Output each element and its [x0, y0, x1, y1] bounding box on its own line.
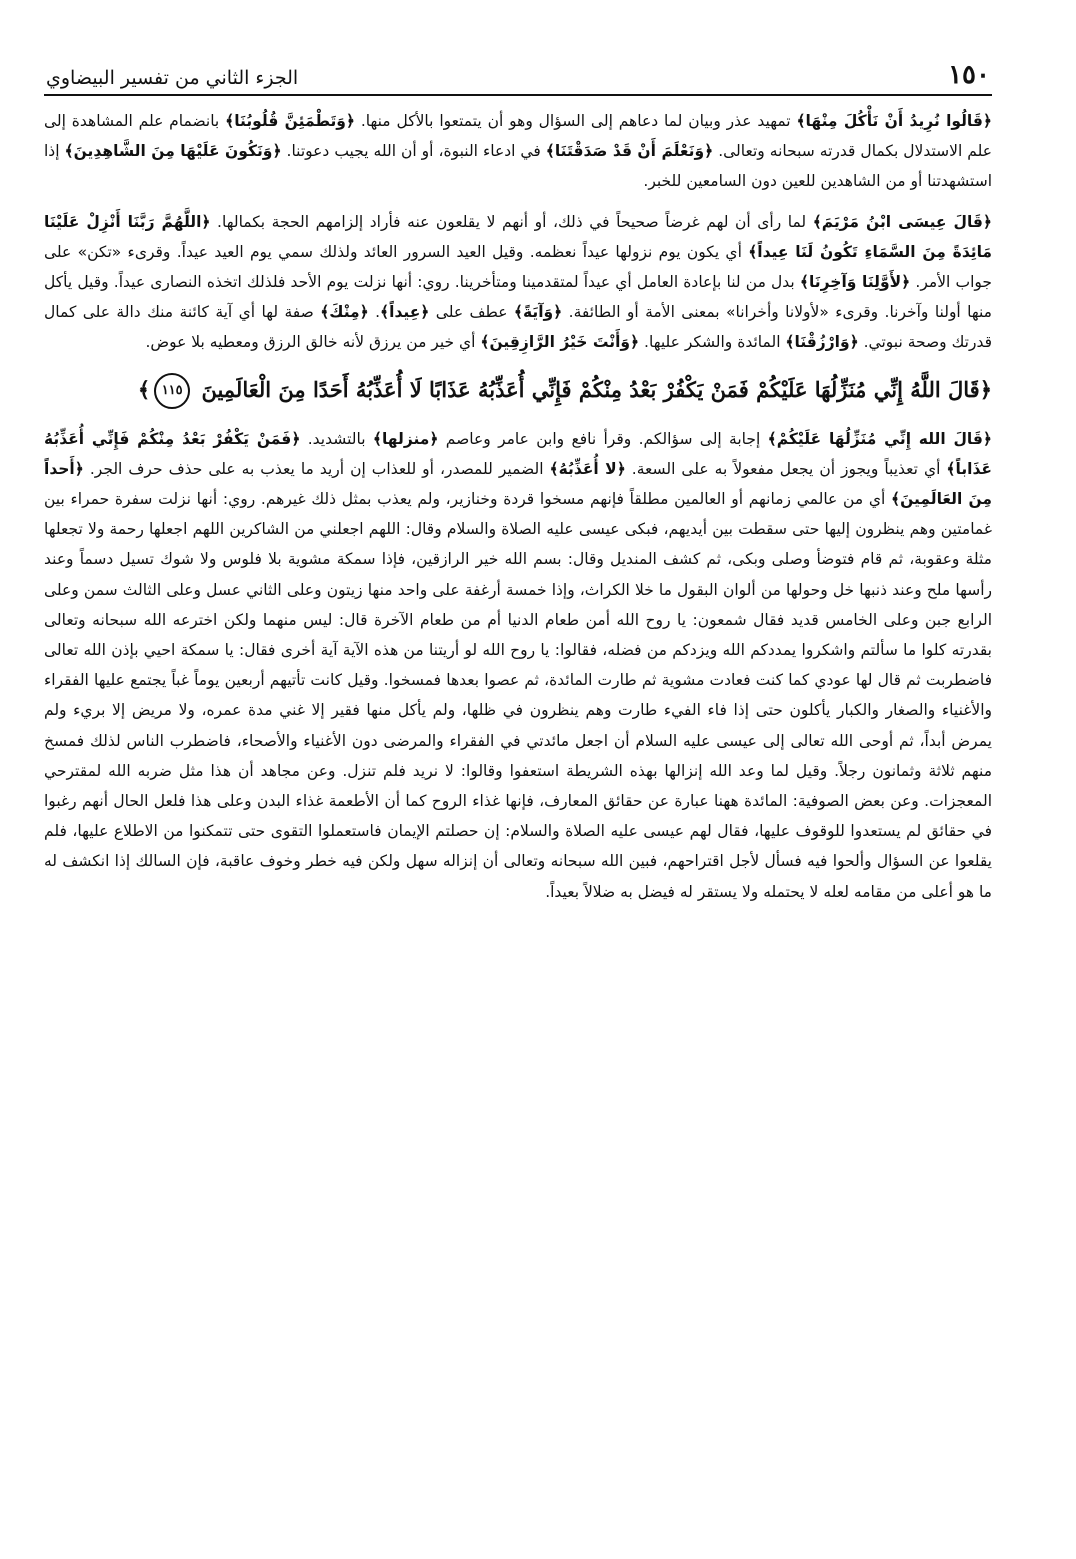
- commentary-text: بالتشديد.: [300, 429, 373, 448]
- commentary-paragraph-1: [44, 106, 992, 197]
- quran-quote: ﴿لأَوَّلِنَا وَآخِرِنَا﴾: [799, 273, 911, 292]
- commentary-text: الضمير للمصدر، أو للعذاب إن أريد ما يعذب به على حذف حرف الجر.: [83, 459, 550, 478]
- commentary-body: [44, 106, 992, 907]
- commentary-text: إذا استشهدتنا أو من الشاهدين للعين دون السامعين للخبر.: [44, 142, 992, 191]
- commentary-paragraph-2: [44, 207, 992, 358]
- commentary-text: أي من عالمي زمانهم أو العالمين مطلقاً فإنهم مسخوا قردة وخنازير، ولم يعذب بمثل ذلك غيرهم. روي: أنها نزلت سفرة حمراء بين غمامتين وهم ينظرون إليها حتى سقطت بين أيديهم، فبكى عيسى عليه الصلاة والسلام وقال: اللهم اجعلني من الشاكرين اللهم اجعلها رحمة ولا تجعلها مثلة وعقوبة، ثم قام فتوضأ وصلى وبكى، ثم كشف المنديل وقال: بسم الله خير الرازقين، فإذا سمكة مشوية بلا فلوس ولا شوك تسيل دسماً وعند رأسها ملح وعند ذنبها خل وحولها من ألوان البقول ما خلا الكراث، وإذا خمسة أرغفة على واحد منها زيتون وعلى الثاني عسل وعلى الثالث سمن وعلى الرابع جبن وعلى الخامس قديد فقال شمعون: يا روح الله أمن طعام الدنيا أم من طعام الآخرة قال: ليس منهما ولكن اخترعه الله سبحانه وتعالى بقدرته كلوا ما سألتم واشكروا يمددكم الله ويزدكم من فضله، فقالوا: يا روح الله لو أريتنا من هذه الآية آية أخرى فقال: يا سمكة احيي بإذن الله تعالى فاضطربت ثم قال لها عودي كما كنت فعادت مشوية ثم طارت المائدة، ثم عصوا بعدها فمسخوا. وقيل كانت تأتيهم أربعين يوماً غباً يجتمع عليها الفقراء والأغنياء والصغار والكبار يأكلون حتى إذا فاء الفيء طارت وهم ينظرون في ظلها، ولم يأكل منها فقير إلا غني مدة عمره، ولا مريض إلا بريء ولم يمرض أبداً، ثم أوحى الله تعالى إلى عيسى عليه السلام أن اجعل مائدتي في الفقراء والمرضى دون الأغنياء والأصحاء، فاضطرب الناس لذلك فمسخ منهم ثلاثة وثمانون رجلاً. وقيل لما وعد الله إنزالها بهذه الشريطة استعفوا وقالوا: لا نريد فلم تنزل. وعن مجاهد أن هذا مثل ضربه الله لمقترحي المعجزات. وعن بعض الصوفية: المائدة ههنا عبارة عن حقائق المعارف، فإنها غذاء الروح كما أن الأطعمة غذاء البدن وعلى هذا فلعل الحال أنهم رغبوا في حقائق لم يستعدوا للوقوف عليها، فقال لهم عيسى عليه الصلاة والسلام: إن حصلتم الإيمان فاستعملوا التقوى حتى تتمكنوا من الاطلاع عليها، فلم يقلعوا عن السؤال وألحوا فيه فسأل لأجل اقتراحهم، فبين الله سبحانه وتعالى أن إنزاله سهل ولكن فيه خطر وخوف عاقبة، فإن السالك إذا انكشف له ما هو أعلى من مقامه لعله لا يحتمله ولا يستقر له فيضل به ضلالاً بعيداً.: [44, 490, 992, 901]
- document-page: [44, 48, 992, 917]
- running-title: الجزء الثاني من تفسير البيضاوي: [46, 67, 299, 89]
- quran-quote: ﴿منزلها﴾: [372, 429, 439, 448]
- quran-quote: ﴿وَارْزُقْنَا﴾: [785, 333, 859, 352]
- verse-closing-bracket: ﴾: [137, 376, 151, 402]
- quran-verse-text: ﴿قَالَ اللَّهُ إِنِّي مُنَزِّلُهَا عَلَيْكُمْ فَمَنْ يَكْفُرْ بَعْدُ مِنْكُمْ فَإِنِّي أُعَذِّبُهُ عَذَابًا لَا أُعَذِّبُهُ أَحَدًا مِنَ الْعَالَمِينَ: [201, 376, 992, 402]
- quran-quote: ﴿وَأَنْتَ خَيْرُ الرَّازِقِينَ﴾: [480, 333, 640, 352]
- commentary-text: بانضمام علم المشاهدة إلى علم الاستدلال بكمال قدرته سبحانه وتعالى.: [44, 112, 992, 161]
- commentary-text: في ادعاء النبوة، أو أن الله يجيب دعوتنا.: [281, 142, 546, 161]
- quran-quote: ﴿عِيداً﴾: [380, 303, 430, 322]
- commentary-paragraph-3: [44, 424, 992, 907]
- quran-quote: ﴿وَنَكُونَ عَلَيْهَا مِنَ الشَّاهِدِينَ﴾: [64, 142, 282, 161]
- commentary-text: تمهيد عذر وبيان لما دعاهم إلى السؤال وهو أن يتمتعوا بالأكل منها.: [354, 112, 797, 130]
- quran-quote: ﴿اللَّهُمَّ رَبَّنَا أَنْزِلْ عَلَيْنَا مَائِدَةً مِنَ السَّمَاءِ تَكُونُ لَنَا عِيداً﴾: [44, 212, 993, 261]
- quran-quote: ﴿لا أُعَذِّبُهُ﴾: [549, 459, 626, 478]
- quran-quote: ﴿وَتَطْمَئِنَّ قُلُوبُنَا﴾: [225, 112, 355, 130]
- commentary-text: أي تعذيباً ويجوز أن يجعل مفعولاً به على السعة.: [625, 459, 947, 478]
- commentary-text: إجابة إلى سؤالكم. وقرأ نافع وابن عامر وعاصم: [438, 429, 768, 448]
- quran-quote: ﴿فَمَنْ يَكْفُرْ بَعْدُ مِنْكُمْ فَإِنِّي أُعَذِّبُهُ عَذَاباً﴾: [44, 429, 992, 478]
- ayah-number-marker: [154, 373, 190, 409]
- quran-quote: ﴿مِنْكَ﴾: [320, 303, 369, 322]
- quran-quote: ﴿أَحداً مِنَ العَالَمِينَ﴾: [44, 459, 993, 509]
- commentary-text: عطف على: [429, 303, 514, 322]
- commentary-text: أي خير من يرزق لأنه خالق الرزق ومعطيه بلا عوض.: [145, 333, 481, 352]
- ayah-number: ١١٥: [161, 383, 183, 399]
- quran-quote: ﴿قَالَ الله إِنِّي مُنَزِّلُهَا عَلَيْكُمْ﴾: [767, 429, 992, 448]
- quran-quote: ﴿قَالُوا نُرِيدُ أَنْ نَأْكُلَ مِنْهَا﴾: [796, 112, 992, 130]
- page-header: [44, 48, 992, 96]
- quran-quote: ﴿وَآيَةً﴾: [513, 303, 563, 322]
- commentary-text: أي يكون يوم نزولها عيداً نعظمه. وقيل العيد السرور العائد ولذلك سمي يوم العيد عيداً. وقرىء «تكن» على جواب الأمر.: [44, 242, 992, 292]
- commentary-text: صفة لها أي آية كائنة منك دالة على كمال قدرتك وصحة نبوتي.: [44, 303, 992, 352]
- quran-verse-block: [44, 368, 992, 412]
- quran-quote: ﴿وَنَعْلَمَ أَنْ قَدْ صَدَقْتَنَا﴾: [545, 142, 714, 161]
- commentary-text: المائدة والشكر عليها.: [639, 333, 786, 352]
- commentary-text: .: [368, 303, 381, 322]
- commentary-text: لما رأى أن لهم غرضاً صحيحاً في ذلك، أو أنهم لا يقلعون عنه فأراد إلزامهم الحجة بكمالها.: [210, 212, 813, 231]
- quran-quote: ﴿قَالَ عِيسَى ابْنُ مَرْيَمَ﴾: [812, 212, 993, 231]
- page-number: ١٥٠: [948, 60, 990, 90]
- commentary-text: بدل من لنا بإعادة العامل أي عيداً لمتقدمينا ومتأخرينا. روي: أنها نزلت يوم الأحد فلذلك اتخذه النصارى عيداً. وقيل يأكل منها أولنا وآخرنا. وقرىء «لأولانا وأخرانا» بمعنى الأمة أو الطائفة.: [44, 273, 992, 322]
